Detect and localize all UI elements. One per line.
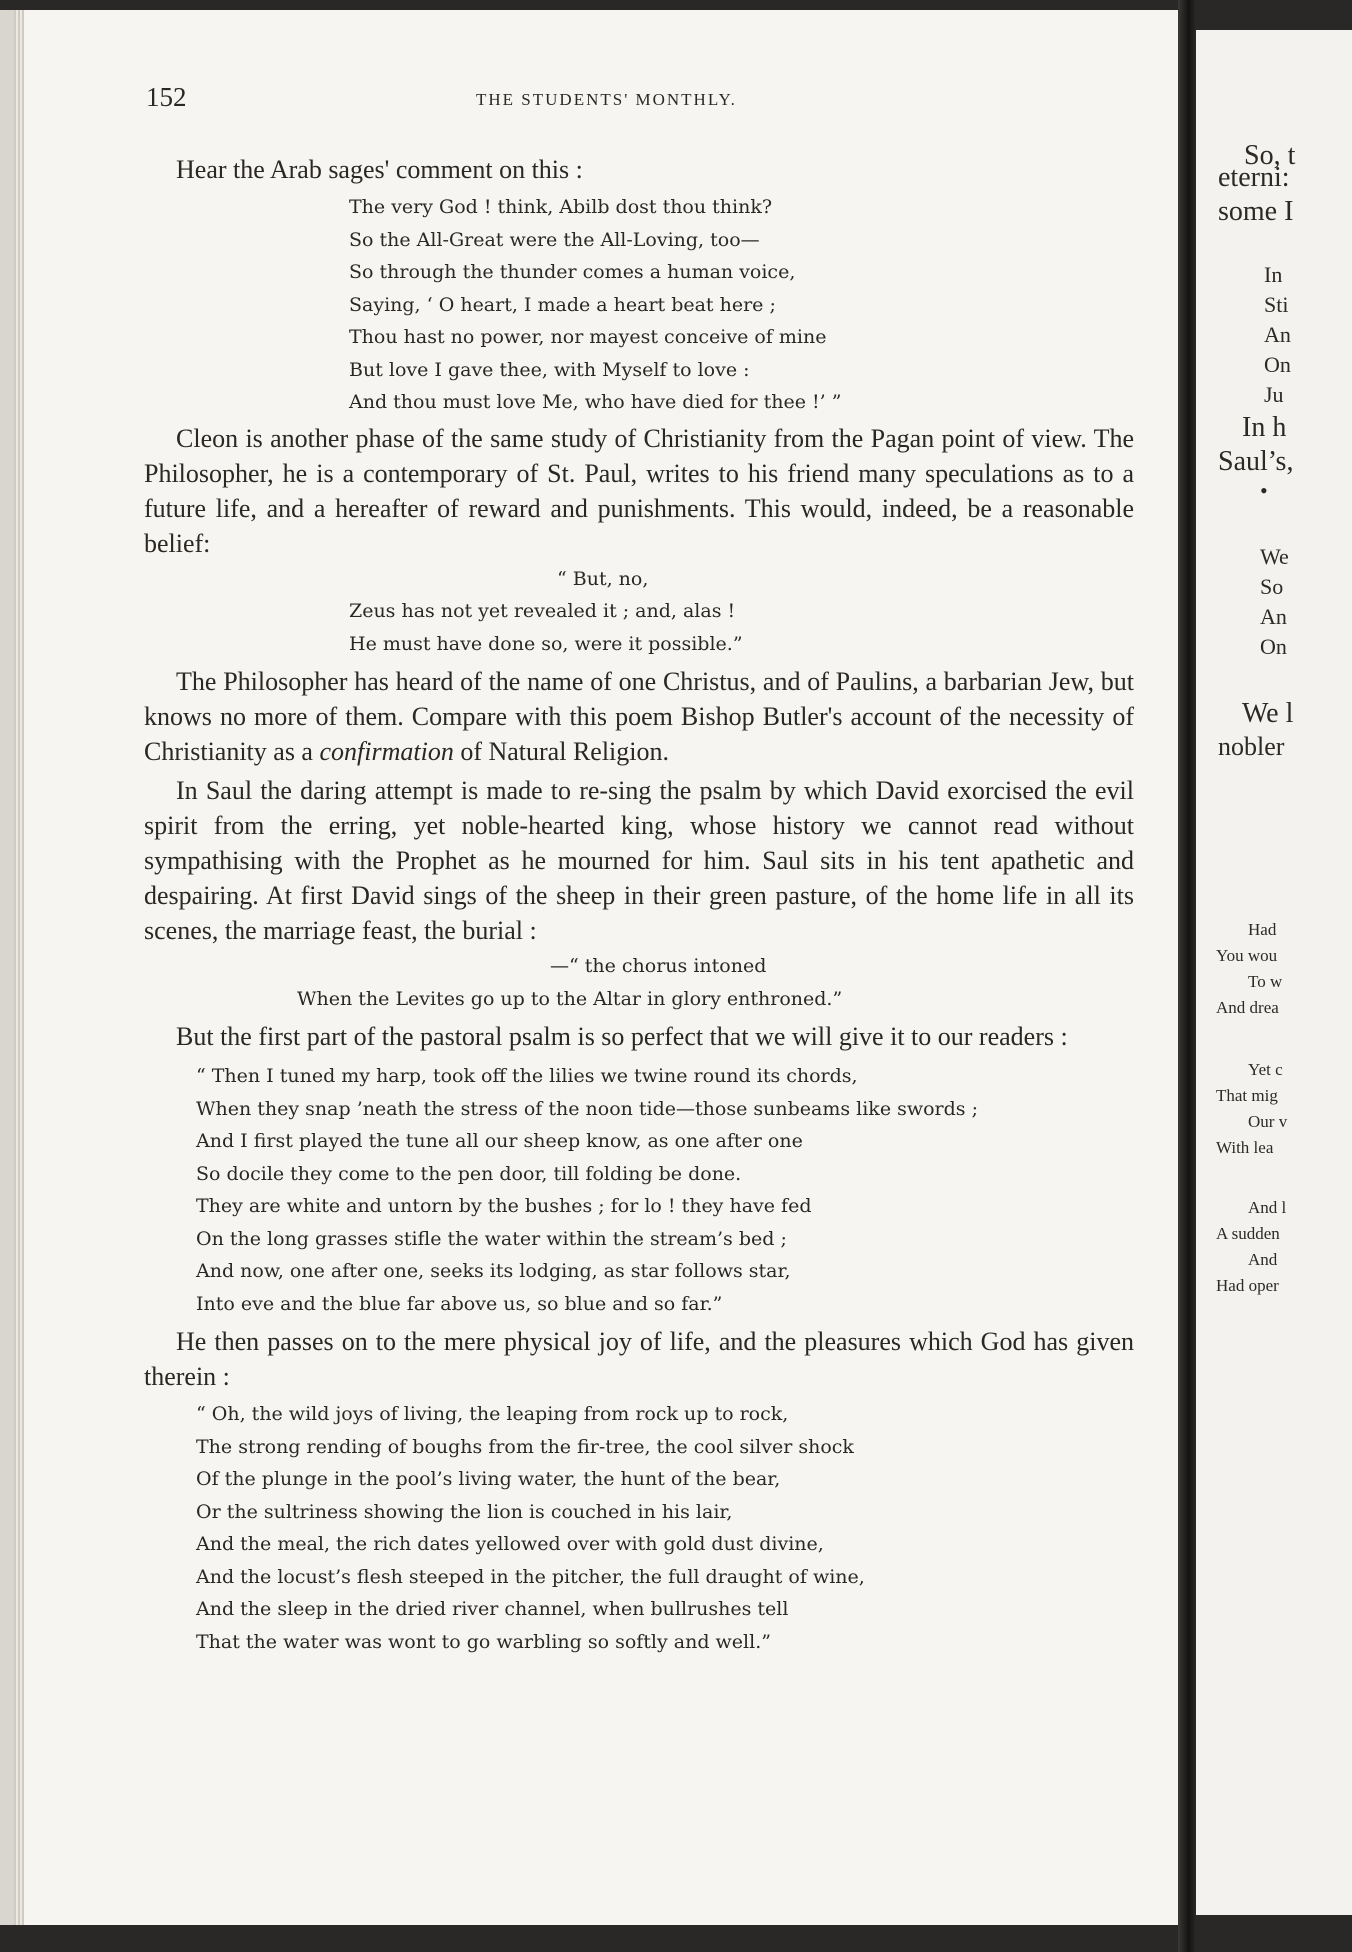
paragraph-text: of Natural Religion. xyxy=(460,737,670,766)
facing-page-text: • xyxy=(1260,478,1268,503)
facing-page-text: On xyxy=(1264,352,1291,377)
verse-line: And the locust’s flesh steeped in the pitcher, the full draught of wine, xyxy=(196,1565,865,1588)
facing-page-text: And l xyxy=(1248,1198,1287,1217)
page-number: 152 xyxy=(146,82,187,112)
book-gutter xyxy=(1178,0,1196,1952)
facing-page-text: Yet c xyxy=(1248,1060,1283,1079)
facing-page-text: some I xyxy=(1218,196,1294,227)
facing-page-text: And drea xyxy=(1216,998,1279,1017)
verse-line: On the long grasses stifle the water within the stream’s bed ; xyxy=(196,1227,787,1250)
verse-block xyxy=(144,950,1134,1015)
verse-line: He must have done so, were it possible.” xyxy=(349,632,743,655)
verse-line: And the sleep in the dried river channel, when bullrushes tell xyxy=(196,1598,789,1620)
facing-page-text: On xyxy=(1260,634,1287,659)
verse-line: “ But, no, xyxy=(557,567,649,590)
verse-line: And I first played the tune all our sheep know, as one after one xyxy=(196,1130,803,1152)
verse-line: “ Then I tuned my harp, took off the lilies we twine round its chords, xyxy=(196,1065,858,1087)
facing-page-text: And xyxy=(1248,1250,1278,1269)
facing-page-text: An xyxy=(1260,604,1287,629)
facing-page-text: We xyxy=(1260,544,1289,569)
running-title: THE STUDENTS' MONTHLY. xyxy=(476,90,737,109)
paragraph: But the first part of the pastoral psalm is so perfect that we will give it to our readers : xyxy=(176,1022,1068,1051)
verse-line: Thou hast no power, nor mayest conceive of mine xyxy=(349,326,827,348)
verse-block xyxy=(144,1398,1134,1658)
facing-page-text: Ju xyxy=(1264,382,1284,407)
facing-page-edge xyxy=(1196,30,1352,1915)
verse-line: And now, one after one, seeks its lodging, as star follows star, xyxy=(196,1260,791,1282)
facing-page-text: An xyxy=(1264,322,1291,347)
verse-line: So the All-Great were the All-Loving, too— xyxy=(349,228,760,251)
verse-line: And thou must love Me, who have died for thee !’ ” xyxy=(349,391,842,413)
verse-block xyxy=(144,191,1134,419)
verse-line: Of the plunge in the pool’s living water, the hunt of the bear, xyxy=(196,1468,781,1490)
facing-page-text: With lea xyxy=(1216,1138,1274,1157)
facing-page-text: We l xyxy=(1242,698,1294,729)
facing-page-text: So xyxy=(1260,574,1284,599)
page-body xyxy=(144,152,1134,1658)
facing-page-text: Had xyxy=(1248,920,1277,939)
facing-page-text: That mig xyxy=(1216,1086,1278,1105)
paragraph: He then passes on to the mere physical joy of life, and the pleasures which God has given therein : xyxy=(144,1327,1134,1391)
paragraph: In Saul the daring attempt is made to re-sing the psalm by which David exorcised the evil spirit from the erring, yet noble-hearted king, whose history we cannot read without sympathising with the Prophet as he mourned for him. Saul sits in his tent apathetic and despairing. At first David sings of the sheep in their green pasture, of the home life in all its scenes, the marriage feast, the burial : xyxy=(144,776,1134,945)
paragraph: Hear the Arab sages' comment on this : xyxy=(176,155,583,184)
facing-page-text: Sti xyxy=(1264,292,1289,317)
page-header xyxy=(146,82,1136,122)
facing-page-text: You wou xyxy=(1216,946,1278,965)
verse-line: And the meal, the rich dates yellowed over with gold dust divine, xyxy=(196,1533,824,1555)
verse-block xyxy=(144,563,1134,661)
verse-line: When the Levites go up to the Altar in glory enthroned.” xyxy=(297,987,843,1010)
paragraph-text: The Philosopher has heard of the name of one Christus, and of Paulins, a barbarian Jew, but knows no more of them. Compare with this poem Bishop Butler's account of the necessity of Christianity as a xyxy=(144,667,1134,766)
verse-line: The strong rending of boughs from the fir-tree, the cool silver shock xyxy=(196,1435,854,1458)
verse-line: So docile they come to the pen door, till folding be done. xyxy=(196,1162,742,1185)
verse-line: —“ the chorus intoned xyxy=(550,955,767,977)
paragraph: Cleon is another phase of the same study of Christianity from the Pagan point of view. The Philosopher, he is a contemporary of St. Paul, writes to his friend many speculations as to a future life, and a hereafter of reward and punishments. This would, indeed, be a reasonable belief: xyxy=(144,423,1134,558)
verse-line: That the water was wont to go warbling so softly and well.” xyxy=(196,1630,771,1653)
verse-line: Zeus has not yet revealed it ; and, alas ! xyxy=(349,600,736,622)
facing-page-text: In xyxy=(1264,262,1283,287)
book-page xyxy=(0,10,1196,1925)
verse-block xyxy=(144,1060,1134,1320)
verse-line: They are white and untorn by the bushes ; for lo ! they have fed xyxy=(196,1195,812,1217)
verse-line: Saying, ‘ O heart, I made a heart beat here ; xyxy=(349,293,776,316)
verse-line: So through the thunder comes a human voice, xyxy=(349,261,796,283)
facing-page-text: Our v xyxy=(1248,1112,1288,1131)
verse-line: The very God ! think, Abilb dost thou think? xyxy=(349,196,773,218)
facing-page-text: A sudden xyxy=(1216,1224,1280,1243)
facing-page-text: Had oper xyxy=(1216,1276,1279,1295)
verse-line: Or the sultriness showing the lion is couched in his lair, xyxy=(196,1500,733,1523)
facing-page-text: Saul’s, xyxy=(1218,446,1294,477)
verse-line: When they snap ’neath the stress of the noon tide—those sunbeams like swords ; xyxy=(196,1097,978,1120)
facing-page-text: To w xyxy=(1248,972,1283,991)
facing-page-text: nobler xyxy=(1218,732,1285,761)
verse-line: Into eve and the blue far above us, so blue and so far.” xyxy=(196,1292,723,1315)
verse-line: But love I gave thee, with Myself to love : xyxy=(349,358,750,381)
verse-line: “ Oh, the wild joys of living, the leaping from rock up to rock, xyxy=(196,1403,789,1425)
emphasis-text: confirmation xyxy=(319,737,454,766)
facing-page-text: eterni: xyxy=(1218,162,1290,193)
facing-page-text: In h xyxy=(1242,412,1287,443)
facing-page-text: So, t xyxy=(1244,140,1296,171)
paragraph xyxy=(144,664,1134,769)
